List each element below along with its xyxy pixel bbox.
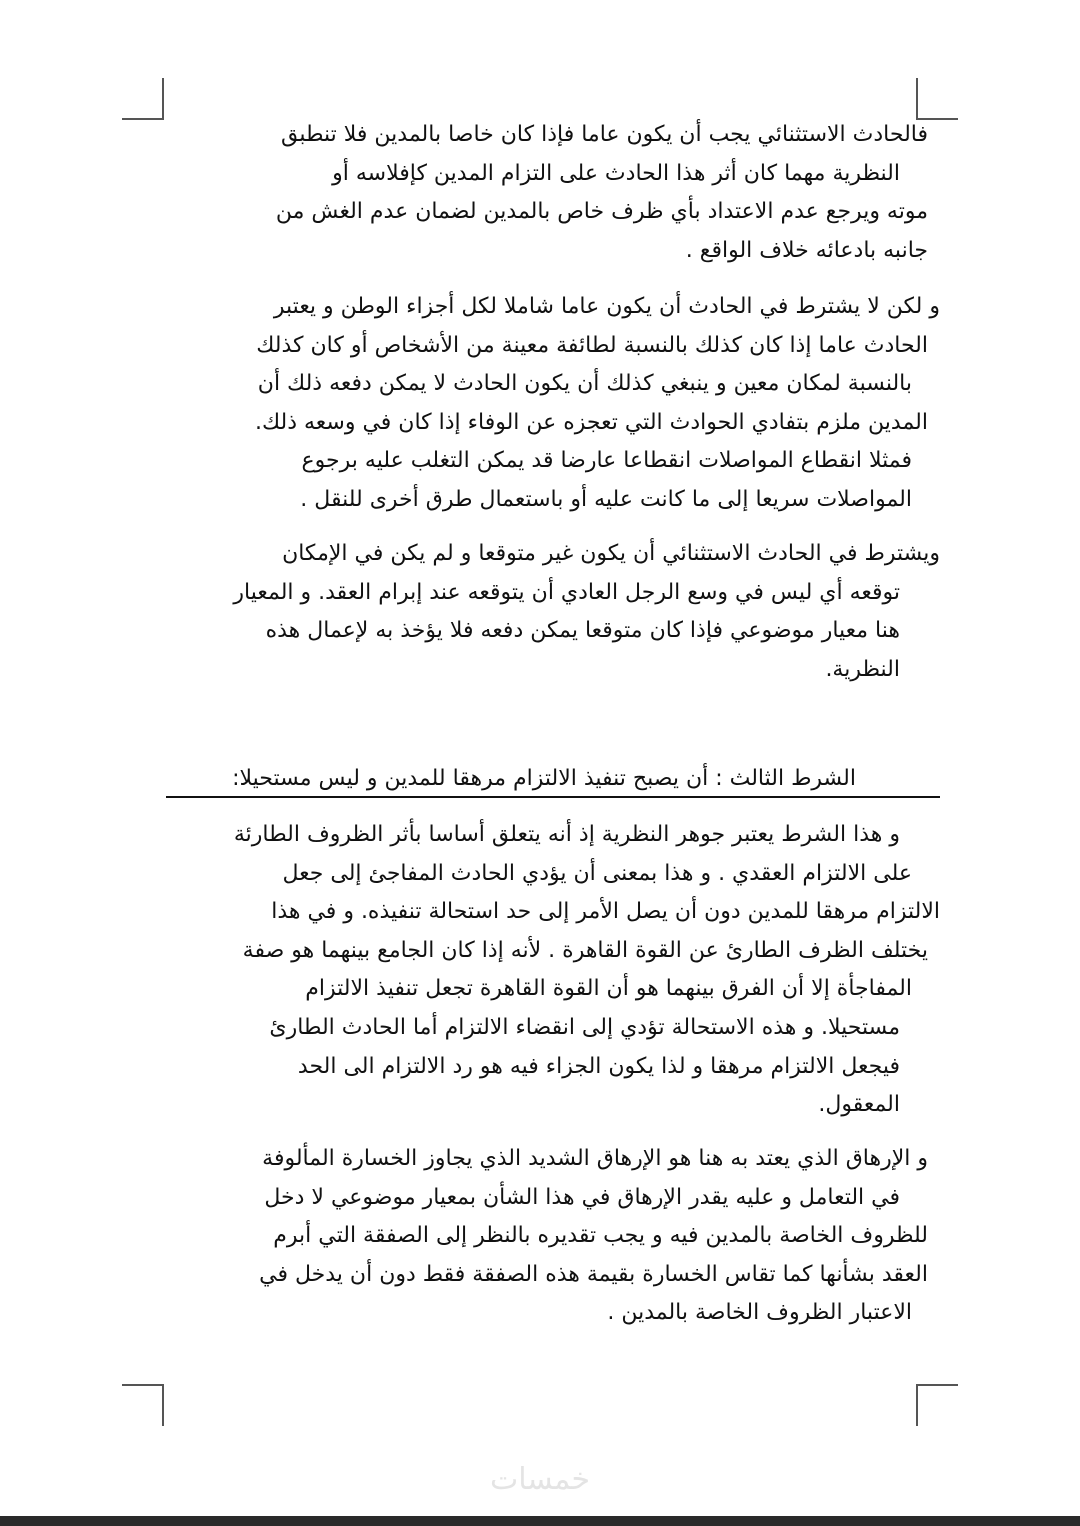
paragraph-not-comprehensive [166,288,940,520]
crop-mark-top-left [122,78,164,120]
paragraph-hardship-criterion [166,1140,940,1333]
text-line: المعقول. [818,1092,900,1118]
watermark: خمسات [489,1462,591,1497]
text-line: المفاجأة إلا أن الفرق بينهما هو أن القوة القاهرة تجعل تنفيذ الالتزام [305,976,912,1002]
text-line: و هذا الشرط يعتبر جوهر النظرية إذ أنه يتعلق أساسا بأثر الظروف الطارئة [233,822,900,847]
text-line: الحادث عاما إذا كان كذلك بالنسبة لطائفة معينة من الأشخاص أو كان كذلك [256,332,928,358]
text-line: فيجعل الالتزام مرهقا و لذا يكون الجزاء فيه هو رد الالتزام الى الحد [297,1053,900,1079]
text-line: ويشترط في الحادث الاستثنائي أن يكون غير متوقعا و لم يكن في الإمكان [282,541,940,566]
section-heading-text: الشرط الثالث : أن يصبح تنفيذ الالتزام مرهقا للمدين و ليس مستحيلا: [232,766,856,791]
text-line: للظروف الخاصة بالمدين فيه و يجب تقديره بالنظر إلى الصفقة التي أبرم [273,1223,928,1249]
crop-mark-top-right [916,78,958,120]
text-line: المدين ملزم بتفادي الحوادث التي تعجزه عن الوفاء إذا كان في وسعه ذلك. [254,409,928,435]
text-line: النظرية. [825,656,900,682]
text-line: النظرية مهما كان أثر هذا الحادث على التزام المدين كإفلاسه أو [332,160,900,186]
text-line: العقد بشأنها كما تقاس الخسارة بقيمة هذه الصفقة فقط دون أن يدخل في [259,1261,928,1287]
crop-mark-bottom-right [916,1384,958,1426]
text-line: فمثلا انقطاع المواصلات انقطاعا عارضا قد يمكن التغلب عليه برجوع [301,448,912,474]
text-line: بالنسبة لمكان معين و ينبغي كذلك أن يكون الحادث لا يمكن دفعه ذلك أن [257,371,912,397]
text-line: جانبه بادعائه خلاف الواقع . [685,237,928,263]
text-line: فالحادث الاستثنائي يجب أن يكون عاما فإذا كان خاصا بالمدين فلا تنطبق [281,122,928,147]
text-line: و لكن لا يشترط في الحادث أن يكون عاما شاملا لكل أجزاء الوطن و يعتبر [273,294,940,319]
bottom-bar [0,1516,1080,1526]
text-line: على الالتزام العقدي . و هذا بمعنى أن يؤدي الحادث المفاجئ إلى جعل [282,860,912,886]
text-line: المواصلات سريعا إلى ما كانت عليه أو باستعمال طرق أخرى للنقل . [300,486,912,512]
text-line: مستحيلا. و هذه الاستحالة تؤدي إلى انقضاء الالتزام أما الحادث الطارئ [269,1014,900,1040]
text-line: هنا معيار موضوعي فإذا كان متوقعا يمكن دفعه فلا يؤخذ به لإعمال هذه [265,618,900,644]
section-heading [166,760,940,799]
text-line: الاعتبار الظروف الخاصة بالمدين . [607,1300,912,1326]
paragraph-exceptional-event-general [166,116,940,270]
text-line: في التعامل و عليه يقدر الإرهاق في هذا الشأن بمعيار موضوعي لا دخل [264,1184,900,1210]
paragraph-third-condition [166,816,940,1125]
text-line: يختلف الظرف الطارئ عن القوة القاهرة . لأنه إذا كان الجامع بينهما هو صفة [242,937,928,963]
paragraph-unforeseeable [166,535,940,689]
heading-underline [166,796,940,798]
crop-mark-bottom-left [122,1384,164,1426]
text-line: موته ويرجع عدم الاعتداد بأي ظرف خاص بالمدين لضمان عدم الغش من [275,199,928,225]
text-line: الالتزام مرهقا للمدين دون أن يصل الأمر إلى حد استحالة تنفيذه. و في هذا [271,899,940,925]
text-line: توقعه أي ليس في وسع الرجل العادي أن يتوقعه عند إبرام العقد. و المعيار [233,579,900,605]
text-line: و الإرهاق الذي يعتد به هنا هو الإرهاق الشديد الذي يجاوز الخسارة المألوفة [262,1146,928,1171]
